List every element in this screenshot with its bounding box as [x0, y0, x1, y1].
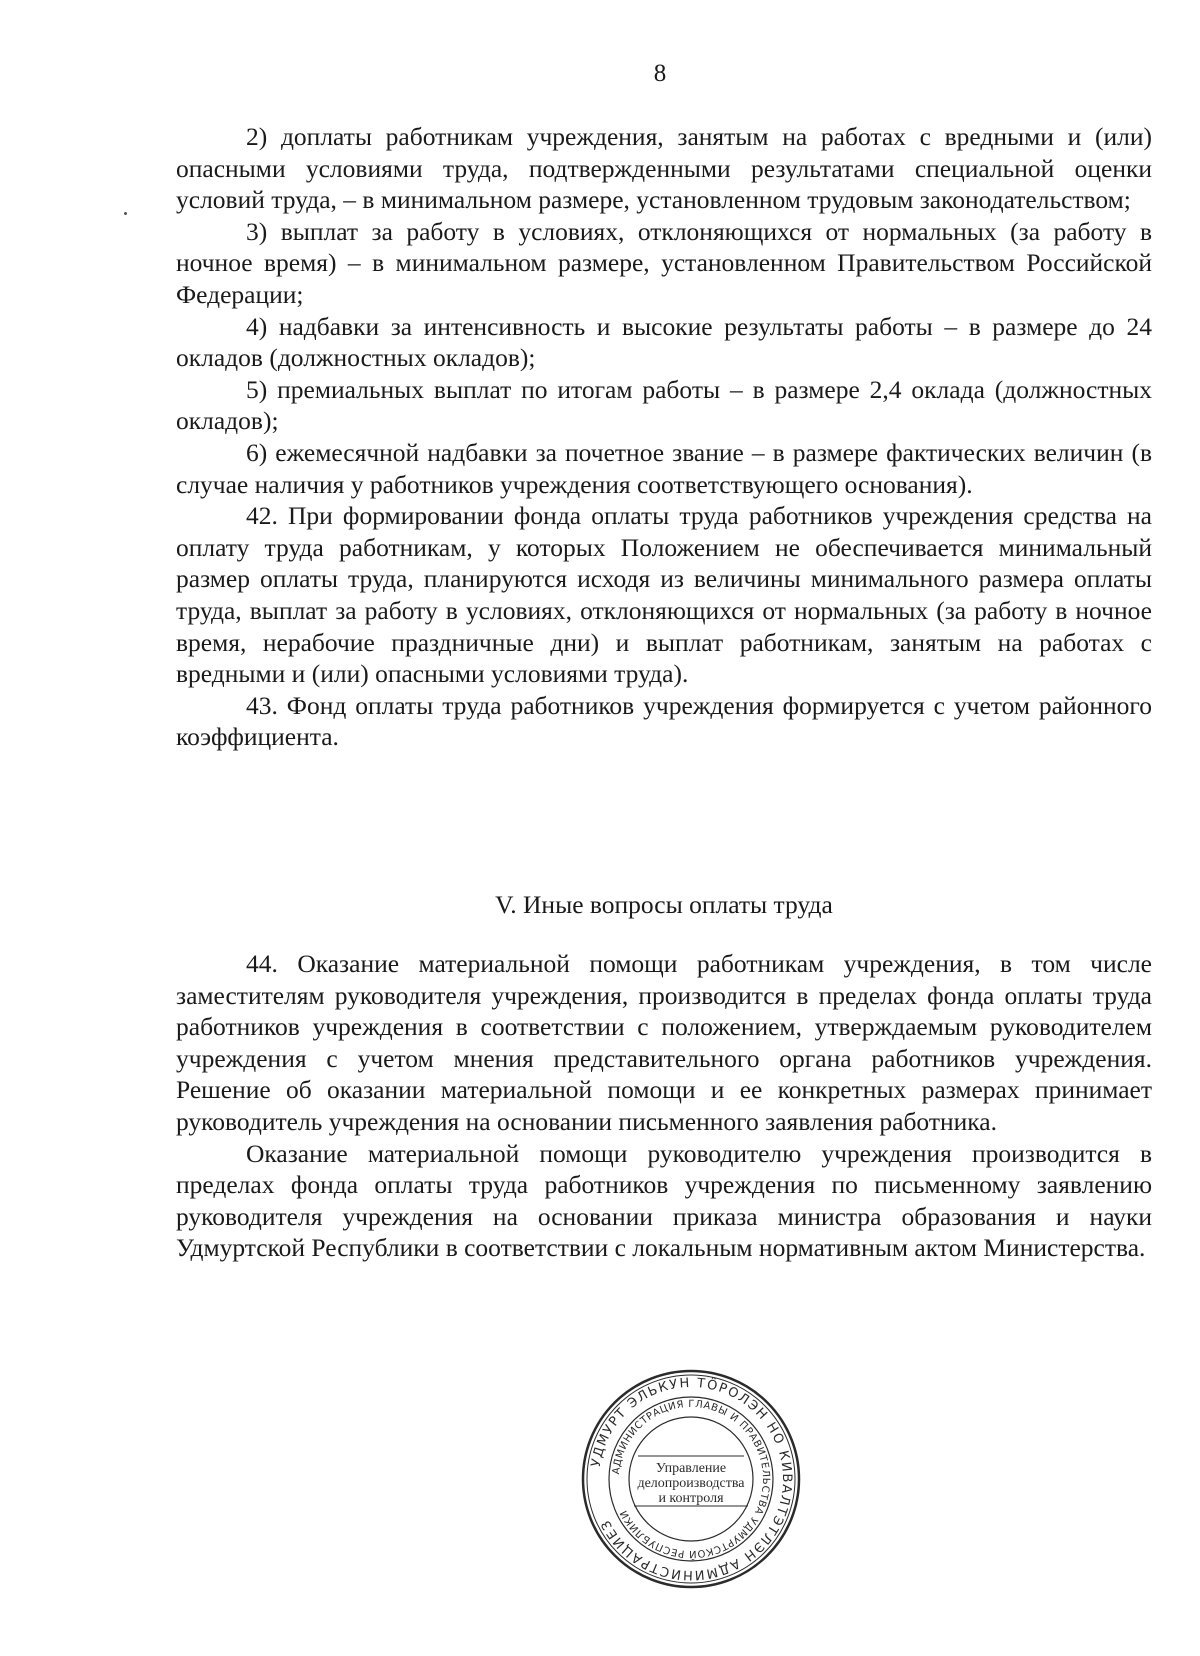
scan-speck	[124, 212, 127, 215]
paragraph-clause-42: 42. При формировании фонда оплаты труда работников учреждения средства на оплату труда работникам, у которых Положением не обеспечивается минимальный размер оплаты труда, планируются исходя из величины минимального размера оплаты труда, выплат за работу в условиях, отклоняющихся от нормальных (за работу в ночное время, нерабочие праздничные дни) и выплат работникам, занятым на работах с вредными и (или) опасными условиями труда).	[176, 501, 1152, 689]
paragraph-item-4: 4) надбавки за интенсивность и высокие результаты работы – в размере до 24 окладов (должностных окладов);	[176, 311, 1152, 373]
seal-center-line-1: Управление	[655, 1461, 727, 1476]
paragraph-item-2: 2) доплаты работникам учреждения, занятым на работах с вредными и (или) опасными условиями труда, подтвержденными результатами специальной оценки условий труда, – в минимальном размере, установленном трудовым законодательством;	[176, 122, 1152, 215]
paragraph-director-aid: Оказание материальной помощи руководителю учреждения производится в пределах фонда оплаты труда работников учреждения по письменному заявлению руководителя учреждения на основании приказа министра образования и науки Удмуртской Республики в соответствии с локальным нормативным актом Министерства.	[176, 1138, 1152, 1263]
page-number: 8	[653, 60, 667, 87]
paragraph-clause-43: 43. Фонд оплаты труда работников учреждения формируется с учетом районного коэффициента.	[176, 690, 1152, 752]
paragraph-item-3: 3) выплат за работу в условиях, отклоняющихся от нормальных (за работу в ночное время) – в минимальном размере, установленном Правительством Российской Федерации;	[176, 216, 1152, 309]
seal-graphic	[580, 1368, 802, 1590]
official-seal	[580, 1368, 802, 1590]
seal-center-line-3: и контроля	[658, 1491, 724, 1506]
seal-inner-text: АДМИНИСТРАЦИЯ ГЛАВЫ И ПРАВИТЕЛЬСТВА УДМУРТСКОЙ РЕСПУБЛИКИ	[611, 1398, 772, 1560]
paragraph-item-5: 5) премиальных выплат по итогам работы – в размере 2,4 оклада (должностных окладов);	[176, 374, 1152, 436]
paragraph-item-6: 6) ежемесячной надбавки за почетное звание – в размере фактических величин (в случае наличия у работников учреждения соответствующего основания).	[176, 437, 1152, 499]
document-body	[176, 121, 1152, 753]
paragraph-clause-44: 44. Оказание материальной помощи работникам учреждения, в том числе заместителям руководителя учреждения, производится в пределах фонда оплаты труда работников учреждения в соответствии с положением, утверждаемым руководителем учреждения с учетом мнения представительного органа работников учреждения. Решение об оказании материальной помощи и ее конкретных размерах принимает руководитель учреждения на основании письменного заявления работника.	[176, 949, 1152, 1136]
section-heading: V. Иные вопросы оплаты труда	[495, 890, 833, 919]
section-body	[176, 948, 1152, 1264]
seal-center-line-2: делопроизводства	[637, 1476, 745, 1491]
seal-outer-text: УДМУРТ ЭЛЬКУН ТӦРОЛЭН НО КИВАЛТЭТЛЭН АДМИНИСТРАЦИЕЗ	[588, 1375, 795, 1583]
